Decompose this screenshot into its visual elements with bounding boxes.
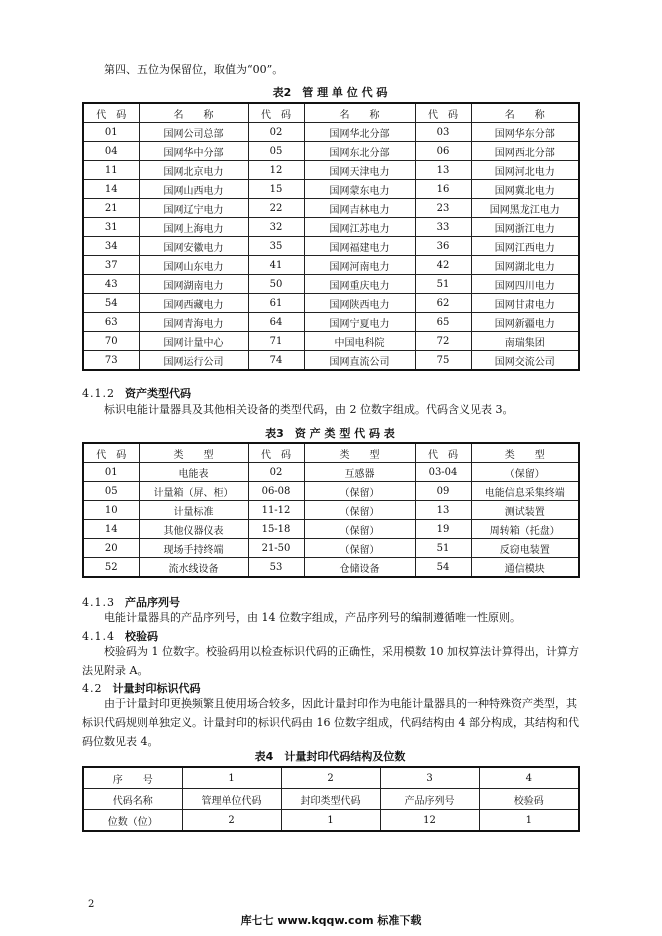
table-cell: 05 [248,142,304,161]
table-cell: 封印类型代码 [281,789,380,810]
table-cell: 国网西藏电力 [139,294,248,313]
table-cell: 国网重庆电力 [304,275,415,294]
table-row [83,161,579,180]
table-cell: 10 [83,501,139,520]
table-cell: 14 [83,520,139,539]
table-cell: 61 [248,294,304,313]
table-cell: 国网西北分部 [471,142,579,161]
table-cell: 3 [380,767,479,789]
table-cell: 1 [281,810,380,832]
table-row [83,463,579,482]
table-cell: 54 [415,558,471,578]
table-row [83,294,579,313]
table-cell: 14 [83,180,139,199]
table-cell: 22 [248,199,304,218]
table-row [83,218,579,237]
table-cell: 50 [248,275,304,294]
section-number: 4.1.3 [82,596,115,609]
table-header-row [83,103,579,123]
table-cell: 国网蒙东电力 [304,180,415,199]
table-cell: 15 [248,180,304,199]
table-cell: 31 [83,218,139,237]
table-cell: 74 [248,351,304,371]
table-cell: 其他仪器仪表 [139,520,248,539]
table-cell: 11-12 [248,501,304,520]
table-row [83,199,579,218]
header-cell: 类 型 [304,443,415,463]
table-cell: 电能信息采集终端 [471,482,579,501]
management-unit-code-table [82,102,580,371]
table-cell: 国网河北电力 [471,161,579,180]
table-row [83,256,579,275]
table-cell: 国网华中分部 [139,142,248,161]
header-cell: 名 称 [304,103,415,123]
table-cell: 53 [248,558,304,578]
table-cell: 国网公司总部 [139,123,248,142]
table-cell: 41 [248,256,304,275]
table-cell: 国网华北分部 [304,123,415,142]
table-cell: 51 [415,539,471,558]
table-cell: 43 [83,275,139,294]
section-4-1-3-body: 电能计量器具的产品序列号，由 14 位数字组成，产品序列号的编制遵循唯一性原则。 [104,611,521,624]
table-cell: 现场手持终端 [139,539,248,558]
table2-caption: 表2 管 理 单 位 代 码 [272,86,388,99]
table-cell: 23 [415,199,471,218]
table-cell: 04 [83,142,139,161]
table-cell: 12 [248,161,304,180]
table-cell: 01 [83,123,139,142]
section-number: 4.1.4 [82,630,115,643]
table-cell: 16 [415,180,471,199]
table-cell: 产品序列号 [380,789,479,810]
table-row [83,123,579,142]
header-cell: 代 码 [415,443,471,463]
table-cell: 国网河南电力 [304,256,415,275]
table-row [83,501,579,520]
table-row [83,789,579,810]
table-cell: 01 [83,463,139,482]
table-cell: 19 [415,520,471,539]
table-cell: 21 [83,199,139,218]
table-row [83,558,579,578]
table-cell: 国网浙江电力 [471,218,579,237]
table-cell: 20 [83,539,139,558]
table-cell: 周转箱（托盘） [471,520,579,539]
footer-watermark: 库七七 www.kqqw.com 标准下载 [240,914,422,927]
table-cell: 通信模块 [471,558,579,578]
table-cell: 70 [83,332,139,351]
table-cell: （保留） [304,520,415,539]
table-cell: 计量箱（屏、柜） [139,482,248,501]
table-cell: 国网冀北电力 [471,180,579,199]
table-cell: 反窃电装置 [471,539,579,558]
table-cell: 国网安徽电力 [139,237,248,256]
table-cell: 09 [415,482,471,501]
table-row [83,180,579,199]
seal-code-structure-table [82,766,580,832]
table-cell: 15-18 [248,520,304,539]
section-title: 资产类型代码 [125,387,191,400]
table-cell: 51 [415,275,471,294]
table-cell: 国网天津电力 [304,161,415,180]
table-cell: 中国电科院 [304,332,415,351]
table-cell: 国网计量中心 [139,332,248,351]
table-row [83,351,579,371]
table-cell: （保留） [304,501,415,520]
table-cell: 流水线设备 [139,558,248,578]
table-cell: 国网宁夏电力 [304,313,415,332]
table-cell: 南瑞集团 [471,332,579,351]
table-cell: 21-50 [248,539,304,558]
header-cell: 类 型 [471,443,579,463]
table-cell: 71 [248,332,304,351]
section-title: 计量封印标识代码 [112,682,201,695]
table-cell: 54 [83,294,139,313]
header-cell: 代 码 [83,443,139,463]
table-cell: 1 [479,810,579,832]
table-cell: 国网新疆电力 [471,313,579,332]
table-cell: 管理单位代码 [182,789,281,810]
table-cell: 国网交流公司 [471,351,579,371]
table-cell: 13 [415,501,471,520]
header-cell: 名 称 [471,103,579,123]
table-cell: 国网山西电力 [139,180,248,199]
table-cell: 仓储设备 [304,558,415,578]
table-row [83,332,579,351]
table-row [83,313,579,332]
table-row [83,520,579,539]
table4-caption: 表4 计量封印代码结构及位数 [254,750,406,763]
table-cell: （保留） [304,539,415,558]
table-row [83,275,579,294]
table-cell: 国网华东分部 [471,123,579,142]
table-cell: 72 [415,332,471,351]
table-cell: 05 [83,482,139,501]
table-cell: 13 [415,161,471,180]
table-cell: 国网青海电力 [139,313,248,332]
table-cell: 11 [83,161,139,180]
table-cell: 65 [415,313,471,332]
table-cell: 06 [415,142,471,161]
table-row [83,482,579,501]
header-cell: 代 码 [415,103,471,123]
table-cell: 03 [415,123,471,142]
table-cell: 1 [182,767,281,789]
table-cell: 国网湖北电力 [471,256,579,275]
table-cell: 电能表 [139,463,248,482]
table-row [83,142,579,161]
table-cell: 02 [248,123,304,142]
table3-caption: 表3 资 产 类 型 代 码 表 [265,427,395,440]
table-cell: 位数（位） [83,810,182,832]
table-cell: 2 [182,810,281,832]
header-cell: 代 码 [248,103,304,123]
table-cell: 国网北京电力 [139,161,248,180]
table-cell: 国网甘肃电力 [471,294,579,313]
table-header-row [83,443,579,463]
table-cell: 测试装置 [471,501,579,520]
table-cell: 国网直流公司 [304,351,415,371]
table-cell: 国网运行公司 [139,351,248,371]
table-cell: 国网黑龙江电力 [471,199,579,218]
section-number: 4.1.2 [82,387,115,400]
intro-line: 第四、五位为保留位，取值为“00”。 [104,63,284,76]
table-cell: 代码名称 [83,789,182,810]
table-cell: 国网吉林电力 [304,199,415,218]
table-cell: 63 [83,313,139,332]
table-cell: 国网山东电力 [139,256,248,275]
table-cell: 06-08 [248,482,304,501]
table-cell: 国网福建电力 [304,237,415,256]
section-title: 产品序列号 [125,596,180,609]
table-cell: 73 [83,351,139,371]
table-cell: 42 [415,256,471,275]
section-number: 4.2 [82,682,103,695]
section-4-1-4-body: 校验码为 1 位数字。校验码用以检查标识代码的正确性，采用模数 10 加权算法计算得出，计算方法见附录 A。 [82,645,579,677]
table-cell: 02 [248,463,304,482]
section-title: 校验码 [125,630,158,643]
table-cell: 国网东北分部 [304,142,415,161]
table-cell: 4 [479,767,579,789]
table-cell: 32 [248,218,304,237]
table-cell: 12 [380,810,479,832]
section-4-1-2-body: 标识电能计量器具及其他相关设备的类型代码，由 2 位数字组成。代码含义见表 3。 [104,403,514,416]
table-row [83,810,579,832]
section-4-1-3-heading [82,594,180,610]
table-cell: 国网辽宁电力 [139,199,248,218]
table-cell: （保留） [471,463,579,482]
table-cell: 03-04 [415,463,471,482]
table-row [83,539,579,558]
page-number: 2 [88,899,95,910]
table-cell: 计量标准 [139,501,248,520]
asset-type-code-table [82,442,580,578]
table-cell: 37 [83,256,139,275]
table-row [83,237,579,256]
table-cell: 国网江苏电力 [304,218,415,237]
section-4-1-2-heading [82,385,191,401]
table-cell: 33 [415,218,471,237]
table-cell: 国网上海电力 [139,218,248,237]
table-cell: 国网江西电力 [471,237,579,256]
table-cell: 75 [415,351,471,371]
table-cell: 校验码 [479,789,579,810]
table-cell: 35 [248,237,304,256]
table-cell: 2 [281,767,380,789]
header-cell: 代 码 [83,103,139,123]
table-cell: 国网陕西电力 [304,294,415,313]
table-cell: 62 [415,294,471,313]
table-cell: 国网湖南电力 [139,275,248,294]
section-4-2-body: 由于计量封印更换频繁且使用场合较多，因此计量封印作为电能计量器具的一种特殊资产类型，其标识代码规则单独定义。计量封印的标识代码由 16 位数字组成，代码结构由 4 部分构成，其结构和代码位数见表 4。 [82,697,579,748]
table-cell: 34 [83,237,139,256]
table-cell: 36 [415,237,471,256]
table-cell: 序 号 [83,767,182,789]
header-cell: 代 码 [248,443,304,463]
table-cell: 64 [248,313,304,332]
header-cell: 名 称 [139,103,248,123]
table-cell: 国网四川电力 [471,275,579,294]
table-cell: 52 [83,558,139,578]
table-cell: 互感器 [304,463,415,482]
table-cell: （保留） [304,482,415,501]
header-cell: 类 型 [139,443,248,463]
table-row [83,767,579,789]
